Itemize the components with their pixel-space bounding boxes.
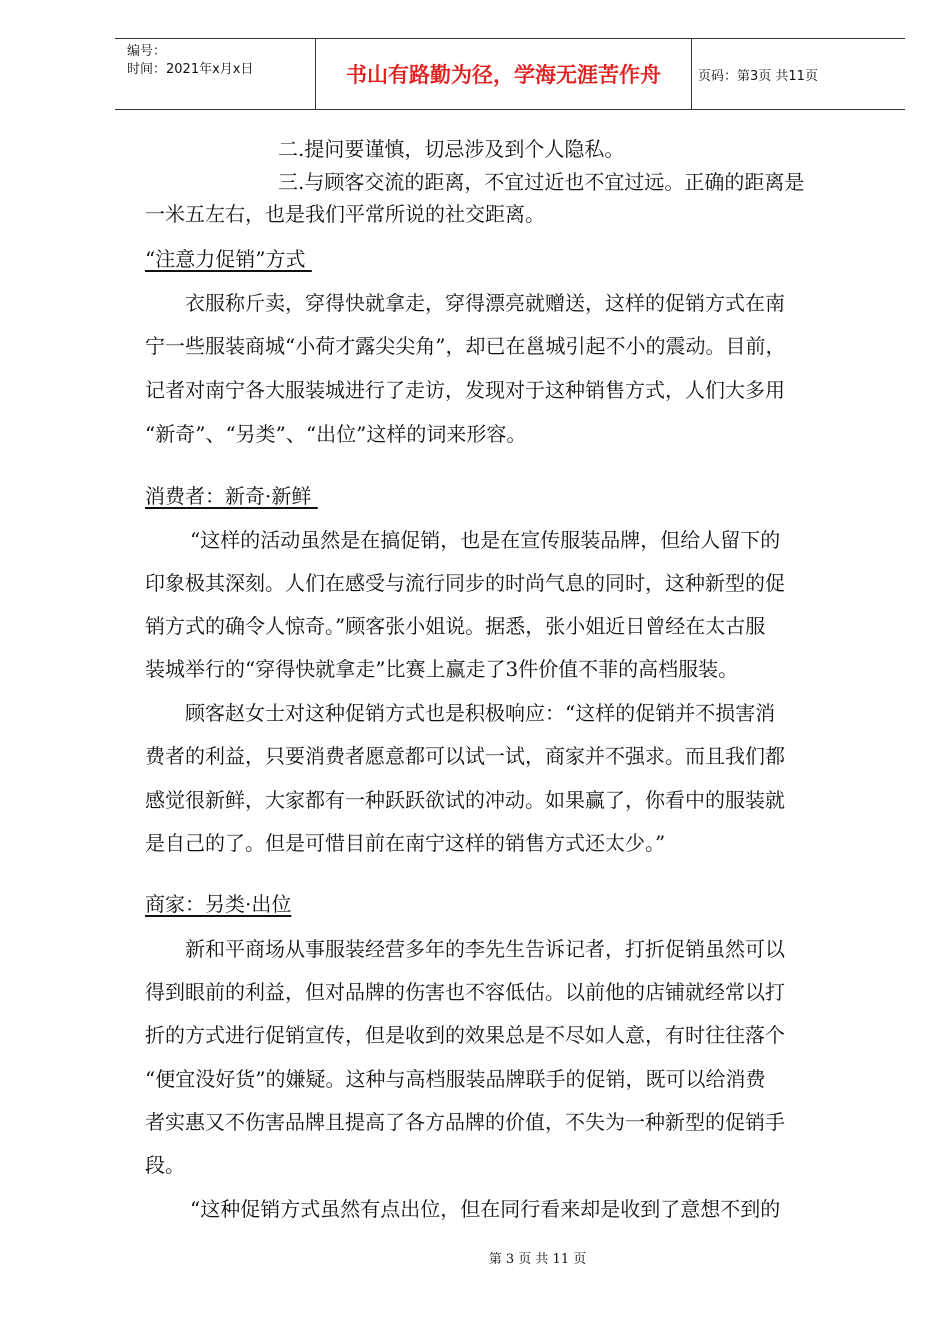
page-header — [115, 38, 905, 110]
document-time-label: 时间：2021年x月x日 — [127, 62, 254, 77]
body-line: 感觉很新鲜，大家都有一种跃跃欲试的冲动。如果赢了，你看中的服装就 — [145, 788, 785, 812]
body-line: 三.与顾客交流的距离，不宜过近也不宜过远。正确的距离是 — [278, 170, 805, 194]
body-line: 是自己的了。但是可惜目前在南宁这样的销售方式还太少。” — [145, 831, 666, 855]
body-line: 装城举行的“穿得快就拿走”比赛上赢走了3件价值不菲的高档服装。 — [145, 657, 739, 681]
body-line: 者实惠又不伤害品牌且提高了各方品牌的价值，不失为一种新型的促销手 — [145, 1110, 785, 1134]
body-line: 宁一些服装商城“小荷才露尖尖角”，却已在邕城引起不小的震动。目前， — [145, 334, 786, 358]
document-number-label: 编号： — [127, 44, 167, 59]
body-line: 得到眼前的利益，但对品牌的伤害也不容低估。以前他的店铺就经常以打 — [145, 980, 785, 1004]
body-line: 段。 — [145, 1153, 185, 1177]
section-heading-merchant: 商家：另类·出位 — [145, 892, 292, 916]
body-line: “便宜没好货”的嫌疑。这种与高档服装品牌联手的促销，既可以给消费 — [145, 1067, 766, 1091]
body-line: 印象极其深刻。人们在感受与流行同步的时尚气息的同时，这种新型的促 — [145, 571, 785, 595]
header-meta — [115, 39, 315, 109]
body-line: “这样的活动虽然是在搞促销，也是在宣传服装品牌，但给人留下的 — [190, 528, 781, 552]
section-heading-attention: “注意力促销”方式 — [145, 247, 312, 271]
body-line: 顾客赵女士对这种促销方式也是积极响应：“这样的促销并不损害消 — [185, 701, 776, 725]
body-line: 新和平商场从事服装经营多年的李先生告诉记者，打折促销虽然可以 — [185, 937, 785, 961]
section-heading-consumer: 消费者：新奇·新鲜 — [145, 484, 318, 508]
body-line: 费者的利益，只要消费者愿意都可以试一试，商家并不强求。而且我们都 — [145, 744, 785, 768]
header-page-info: 页码：第3页 共11页 — [698, 68, 818, 84]
body-line: 衣服称斤卖，穿得快就拿走，穿得漂亮就赠送，这样的促销方式在南 — [185, 291, 785, 315]
body-line: 二.提问要谨慎，切忌涉及到个人隐私。 — [278, 137, 625, 161]
body-line: “新奇”、“另类”、“出位”这样的词来形容。 — [145, 422, 527, 446]
body-line: 销方式的确令人惊奇。”顾客张小姐说。据悉，张小姐近日曾经在太古服 — [145, 614, 766, 638]
body-line: 折的方式进行促销宣传，但是收到的效果总是不尽如人意，有时往往落个 — [145, 1023, 785, 1047]
page-footer: 第 3 页 共 11 页 — [488, 1252, 587, 1267]
body-line: 一米五左右，也是我们平常所说的社交距离。 — [145, 202, 545, 226]
header-motto: 书山有路勤为径，学海无涯苦作舟 — [315, 39, 692, 109]
body-line: “这种促销方式虽然有点出位，但在同行看来却是收到了意想不到的 — [190, 1197, 781, 1221]
body-line: 记者对南宁各大服装城进行了走访，发现对于这种销售方式，人们大多用 — [145, 378, 785, 402]
